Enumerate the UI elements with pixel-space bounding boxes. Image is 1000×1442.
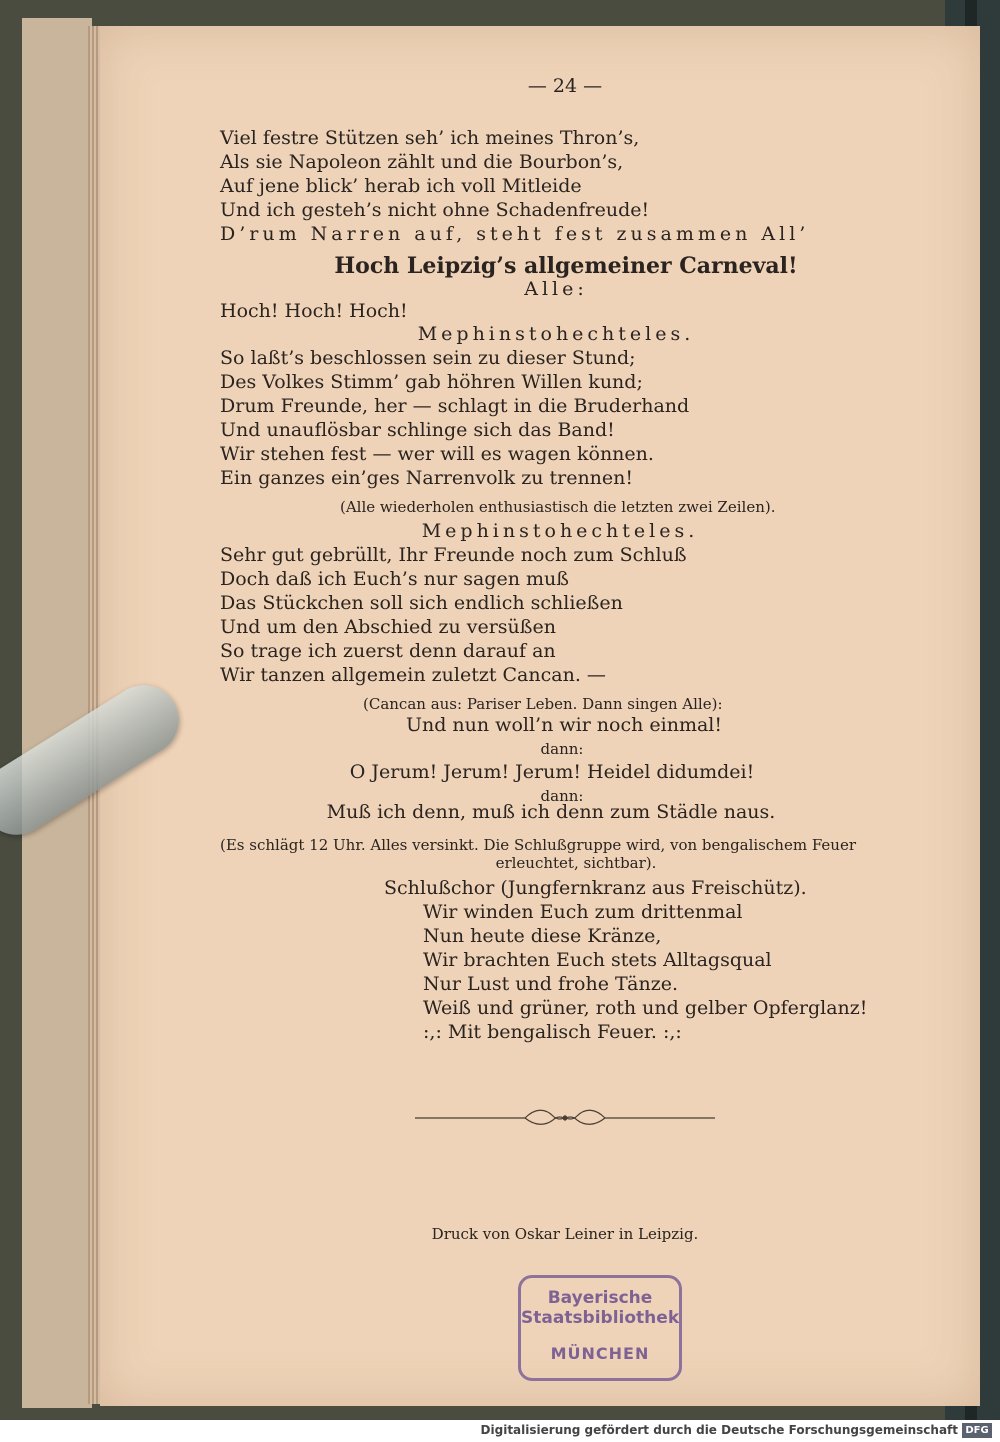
speaker-label: Mephinstohechteles.: [417, 323, 695, 345]
text-line: Und um den Abschied zu versüßen: [220, 616, 556, 638]
text-line: Des Volkes Stimm’ gab höhren Willen kund;: [220, 371, 643, 393]
heading-line: Hoch Leipzig’s allgemeiner Carneval!: [334, 253, 798, 279]
text-line: Schlußchor (Jungfernkranz aus Freischütz).: [384, 877, 807, 899]
text-line: Das Stückchen soll sich endlich schließen: [220, 592, 623, 614]
text-line: Nur Lust und frohe Tänze.: [423, 973, 678, 995]
text-line: Und ich gesteh’s nicht ohne Schadenfreude!: [220, 199, 650, 221]
text-line: Auf jene blick’ herab ich voll Mitleide: [220, 175, 582, 197]
digitization-footer: [0, 1420, 1000, 1442]
stage-direction: (Es schlägt 12 Uhr. Alles versinkt. Die Schlußgruppe wird, von bengalischem Feuer: [220, 836, 857, 854]
text-line: :,: Mit bengalisch Feuer. :,:: [423, 1021, 682, 1043]
text-line: Muß ich denn, muß ich denn zum Städle naus.: [326, 801, 776, 823]
text-line: Nun heute diese Kränze,: [423, 925, 662, 947]
text-line: Wir tanzen allgemein zuletzt Cancan. —: [220, 664, 606, 686]
text-line: Und unauflösbar schlinge sich das Band!: [220, 419, 615, 441]
speaker-label: Mephinstohechteles.: [421, 520, 699, 542]
stamp-city: MÜNCHEN: [550, 1344, 650, 1363]
text-line: O Jerum! Jerum! Jerum! Heidel didumdei!: [349, 761, 755, 783]
speaker-label: Alle:: [524, 278, 588, 300]
stage-direction: erleuchtet, sichtbar).: [495, 854, 657, 872]
book-page: [100, 26, 980, 1406]
text-line: Hoch! Hoch! Hoch!: [220, 300, 408, 322]
text-line: Wir stehen fest — wer will es wagen können.: [220, 443, 654, 465]
stage-direction: (Alle wiederholen enthusiastisch die letzten zwei Zeilen).: [340, 498, 776, 516]
text-line: So trage ich zuerst denn darauf an: [220, 640, 556, 662]
page-number: — 24 —: [527, 75, 603, 97]
text-line: Wir brachten Euch stets Alltagsqual: [423, 949, 772, 971]
dfg-logo-icon: DFG: [962, 1423, 992, 1438]
text-line: D’rum Narren auf, steht fest zusammen All’: [220, 223, 810, 245]
text-line: Viel festre Stützen seh’ ich meines Thron’s,: [220, 127, 640, 149]
text-line: Sehr gut gebrüllt, Ihr Freunde noch zum Schluß: [220, 544, 687, 566]
stamp-line: Bayerische: [547, 1288, 653, 1308]
text-line: Und nun woll’n wir noch einmal!: [405, 714, 723, 736]
stamp-line: Staatsbibliothek: [521, 1308, 680, 1328]
stage-direction: dann:: [540, 740, 584, 758]
text-line: So laßt’s beschlossen sein zu dieser Stund;: [220, 347, 636, 369]
text-line: Drum Freunde, her — schlagt in die Bruderhand: [220, 395, 690, 417]
ornament-divider: [415, 1106, 715, 1130]
printer-imprint: Druck von Oskar Leiner in Leipzig.: [431, 1225, 699, 1243]
stage-direction: (Cancan aus: Pariser Leben. Dann singen Alle):: [363, 695, 723, 713]
text-line: Doch daß ich Euch’s nur sagen muß: [220, 568, 569, 590]
text-line: Als sie Napoleon zählt und die Bourbon’s,: [220, 151, 624, 173]
library-stamp: [518, 1275, 682, 1381]
text-line: Ein ganzes ein’ges Narrenvolk zu trennen!: [220, 467, 634, 489]
book-back-cover: [22, 18, 92, 1408]
funding-credit: Digitalisierung gefördert durch die Deutsche Forschungsgemeinschaft: [480, 1423, 958, 1437]
stage-direction: dann:: [540, 787, 584, 805]
text-line: Wir winden Euch zum drittenmal: [423, 901, 743, 923]
text-line: Weiß und grüner, roth und gelber Opferglanz!: [423, 997, 868, 1019]
